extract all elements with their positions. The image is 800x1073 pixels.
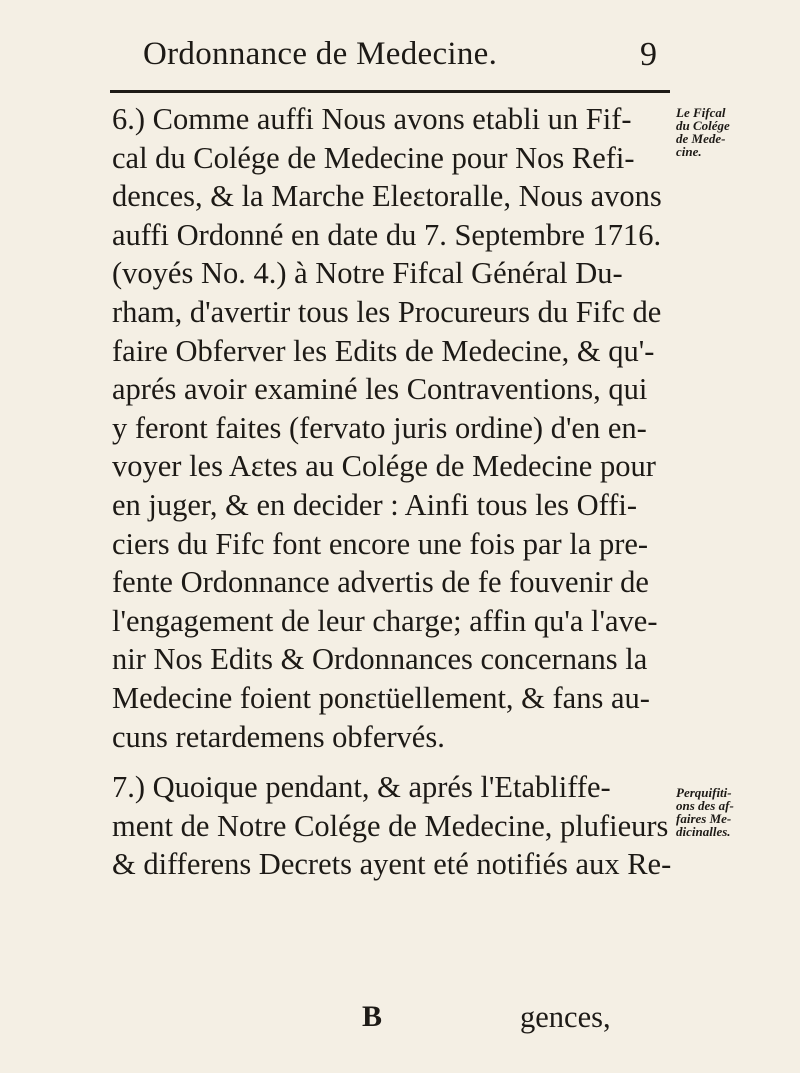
text-line: ment de Notre Colége de Medecine, plufieurs <box>112 808 669 843</box>
margin-note-line: de Mede- <box>676 131 726 146</box>
margin-note-line: Le Fifcal <box>676 105 726 120</box>
text-line: Medecine foient ponɛtüellement, & fans au- <box>112 680 650 715</box>
text-line: voyer les Aɛtes au Colége de Medecine pour <box>112 449 656 484</box>
text-line: cal du Colége de Medecine pour Nos Refi- <box>112 140 635 175</box>
text-line: & differens Decrets ayent eté notifiés aux Re- <box>112 847 672 882</box>
running-title: Ordonnance de Medecine. <box>143 36 498 72</box>
text-line: 7.) Quoique pendant, & aprés l'Etabliffe- <box>112 770 611 804</box>
margin-note-line: ons des af- <box>676 798 734 813</box>
text-line: rham, d'avertir tous les Procureurs du Fifc de <box>112 294 662 329</box>
signature-mark: B <box>362 1000 383 1033</box>
margin-note-perquifitions <box>676 786 794 838</box>
text-line: l'engagement de leur charge; affin qu'a l'ave- <box>112 603 658 638</box>
text-line: fente Ordonnance advertis de fe fouvenir de <box>112 565 649 600</box>
paragraph-6 <box>112 100 672 756</box>
catchword: gences, <box>520 1000 611 1034</box>
page-header <box>0 28 800 88</box>
text-line: y feront faites (fervato juris ordine) d'en en- <box>112 410 647 445</box>
text-line: auffi Ordonné en date du 7. Septembre 1716. <box>112 217 662 252</box>
text-line: en juger, & en decider : Ainfi tous les Offi- <box>112 487 638 522</box>
margin-note-line: Perquifiti- <box>676 785 732 800</box>
margin-note-line: cine. <box>676 144 702 159</box>
text-line: faire Obferver les Edits de Medecine, & qu'- <box>112 333 655 368</box>
margin-note-line: du Colége <box>676 118 730 133</box>
margin-note-line: faires Me- <box>676 811 732 826</box>
text-line: ciers du Fifc font encore une fois par la pre- <box>112 526 649 561</box>
page-number: 9 <box>640 36 657 73</box>
text-line: dences, & la Marche Eleɛtoralle, Nous avons <box>112 179 662 214</box>
text-line: (voyés No. 4.) à Notre Fifcal Général Du- <box>112 256 623 291</box>
text-line: cuns retardemens obfervés. <box>112 719 445 754</box>
text-line: nir Nos Edits & Ordonnances concernans la <box>112 642 648 677</box>
margin-note-fifcal <box>676 106 794 158</box>
margin-note-line: dicinalles. <box>676 824 731 839</box>
text-line: aprés avoir examiné les Contraventions, qui <box>112 372 648 407</box>
paragraph-7 <box>112 768 672 884</box>
header-rule <box>110 90 670 93</box>
text-line: 6.) Comme auffi Nous avons etabli un Fif- <box>112 102 632 136</box>
